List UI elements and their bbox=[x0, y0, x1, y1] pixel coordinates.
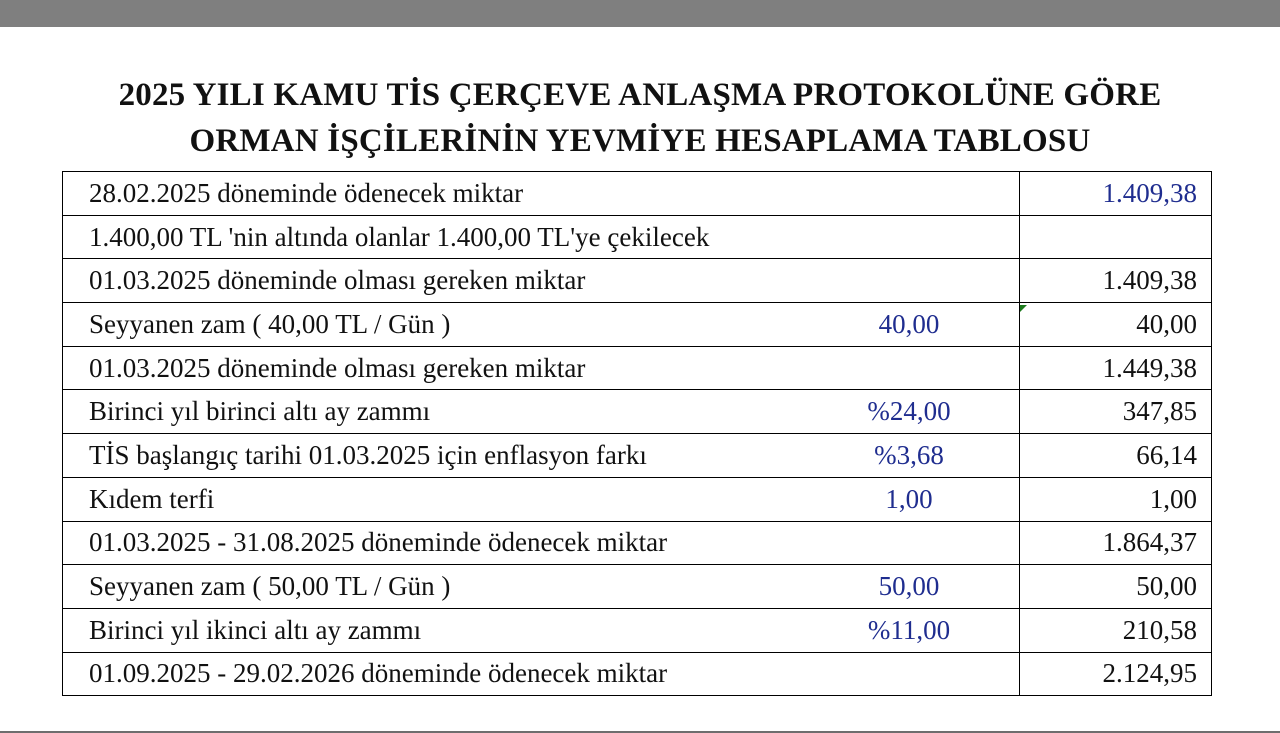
row-amount: 1.449,38 bbox=[1020, 346, 1212, 390]
row-description: TİS başlangıç tarihi 01.03.2025 için enflasyon farkı bbox=[89, 439, 647, 470]
row-description: 28.02.2025 döneminde ödenecek miktar bbox=[89, 177, 524, 208]
window-top-bar bbox=[0, 0, 1280, 27]
title-line-2: ORMAN İŞÇİLERİNİN YEVMİYE HESAPLAMA TABLOSU bbox=[189, 123, 1091, 159]
row-amount: 2.124,95 bbox=[1020, 652, 1212, 696]
title-line-1: 2025 YILI KAMU TİS ÇERÇEVE ANLAŞMA PROTOKOLÜNE GÖRE bbox=[118, 77, 1162, 113]
table-row bbox=[63, 521, 1212, 565]
row-description: 01.03.2025 döneminde olması gereken miktar bbox=[89, 352, 586, 383]
label-cell bbox=[63, 215, 1020, 259]
table-row bbox=[63, 652, 1212, 696]
table-row bbox=[63, 608, 1212, 652]
label-cell bbox=[63, 346, 1020, 390]
table-row bbox=[63, 434, 1212, 478]
label-cell bbox=[63, 303, 1020, 347]
row-description: Birinci yıl birinci altı ay zammı bbox=[89, 396, 431, 427]
row-amount: 1.409,38 bbox=[1020, 259, 1212, 303]
row-amount: 347,85 bbox=[1020, 390, 1212, 434]
table-row bbox=[63, 477, 1212, 521]
row-amount: 40,00 bbox=[1020, 303, 1212, 347]
label-cell bbox=[63, 477, 1020, 521]
table-row bbox=[63, 259, 1212, 303]
row-rate: 50,00 bbox=[878, 571, 940, 602]
row-amount: 210,58 bbox=[1020, 608, 1212, 652]
row-description: 1.400,00 TL 'nin altında olanlar 1.400,00 TL'ye çekilecek bbox=[89, 221, 710, 252]
row-description: 01.09.2025 - 29.02.2026 döneminde ödenecek miktar bbox=[89, 658, 668, 689]
row-amount: 1.409,38 bbox=[1020, 172, 1212, 216]
label-cell bbox=[63, 434, 1020, 478]
table-row bbox=[63, 390, 1212, 434]
row-description: Seyyanen zam ( 40,00 TL / Gün ) bbox=[89, 308, 451, 339]
table-row bbox=[63, 303, 1212, 347]
row-rate: %3,68 bbox=[874, 439, 944, 470]
label-cell bbox=[63, 565, 1020, 609]
cell-comment-marker bbox=[1020, 305, 1027, 312]
row-amount bbox=[1020, 215, 1212, 259]
label-cell bbox=[63, 521, 1020, 565]
table-row bbox=[63, 346, 1212, 390]
label-cell bbox=[63, 652, 1020, 696]
table-row bbox=[63, 172, 1212, 216]
label-cell bbox=[63, 608, 1020, 652]
page-title bbox=[0, 72, 1280, 164]
row-description: 01.03.2025 döneminde olması gereken miktar bbox=[89, 265, 586, 296]
label-cell bbox=[63, 390, 1020, 434]
row-rate: 1,00 bbox=[885, 483, 933, 514]
row-rate: %24,00 bbox=[867, 396, 951, 427]
row-rate: %11,00 bbox=[867, 614, 951, 645]
row-description: Seyyanen zam ( 50,00 TL / Gün ) bbox=[89, 571, 451, 602]
table-row bbox=[63, 215, 1212, 259]
row-description: Birinci yıl ikinci altı ay zammı bbox=[89, 614, 422, 645]
wage-calculation-table bbox=[62, 171, 1212, 696]
row-description: Kıdem terfi bbox=[89, 483, 215, 514]
label-cell bbox=[63, 259, 1020, 303]
label-cell bbox=[63, 172, 1020, 216]
row-amount: 1.864,37 bbox=[1020, 521, 1212, 565]
row-description: 01.03.2025 - 31.08.2025 döneminde ödenecek miktar bbox=[89, 527, 668, 558]
row-rate: 40,00 bbox=[878, 308, 940, 339]
table-row bbox=[63, 565, 1212, 609]
row-amount: 50,00 bbox=[1020, 565, 1212, 609]
row-amount: 1,00 bbox=[1020, 477, 1212, 521]
row-amount: 66,14 bbox=[1020, 434, 1212, 478]
